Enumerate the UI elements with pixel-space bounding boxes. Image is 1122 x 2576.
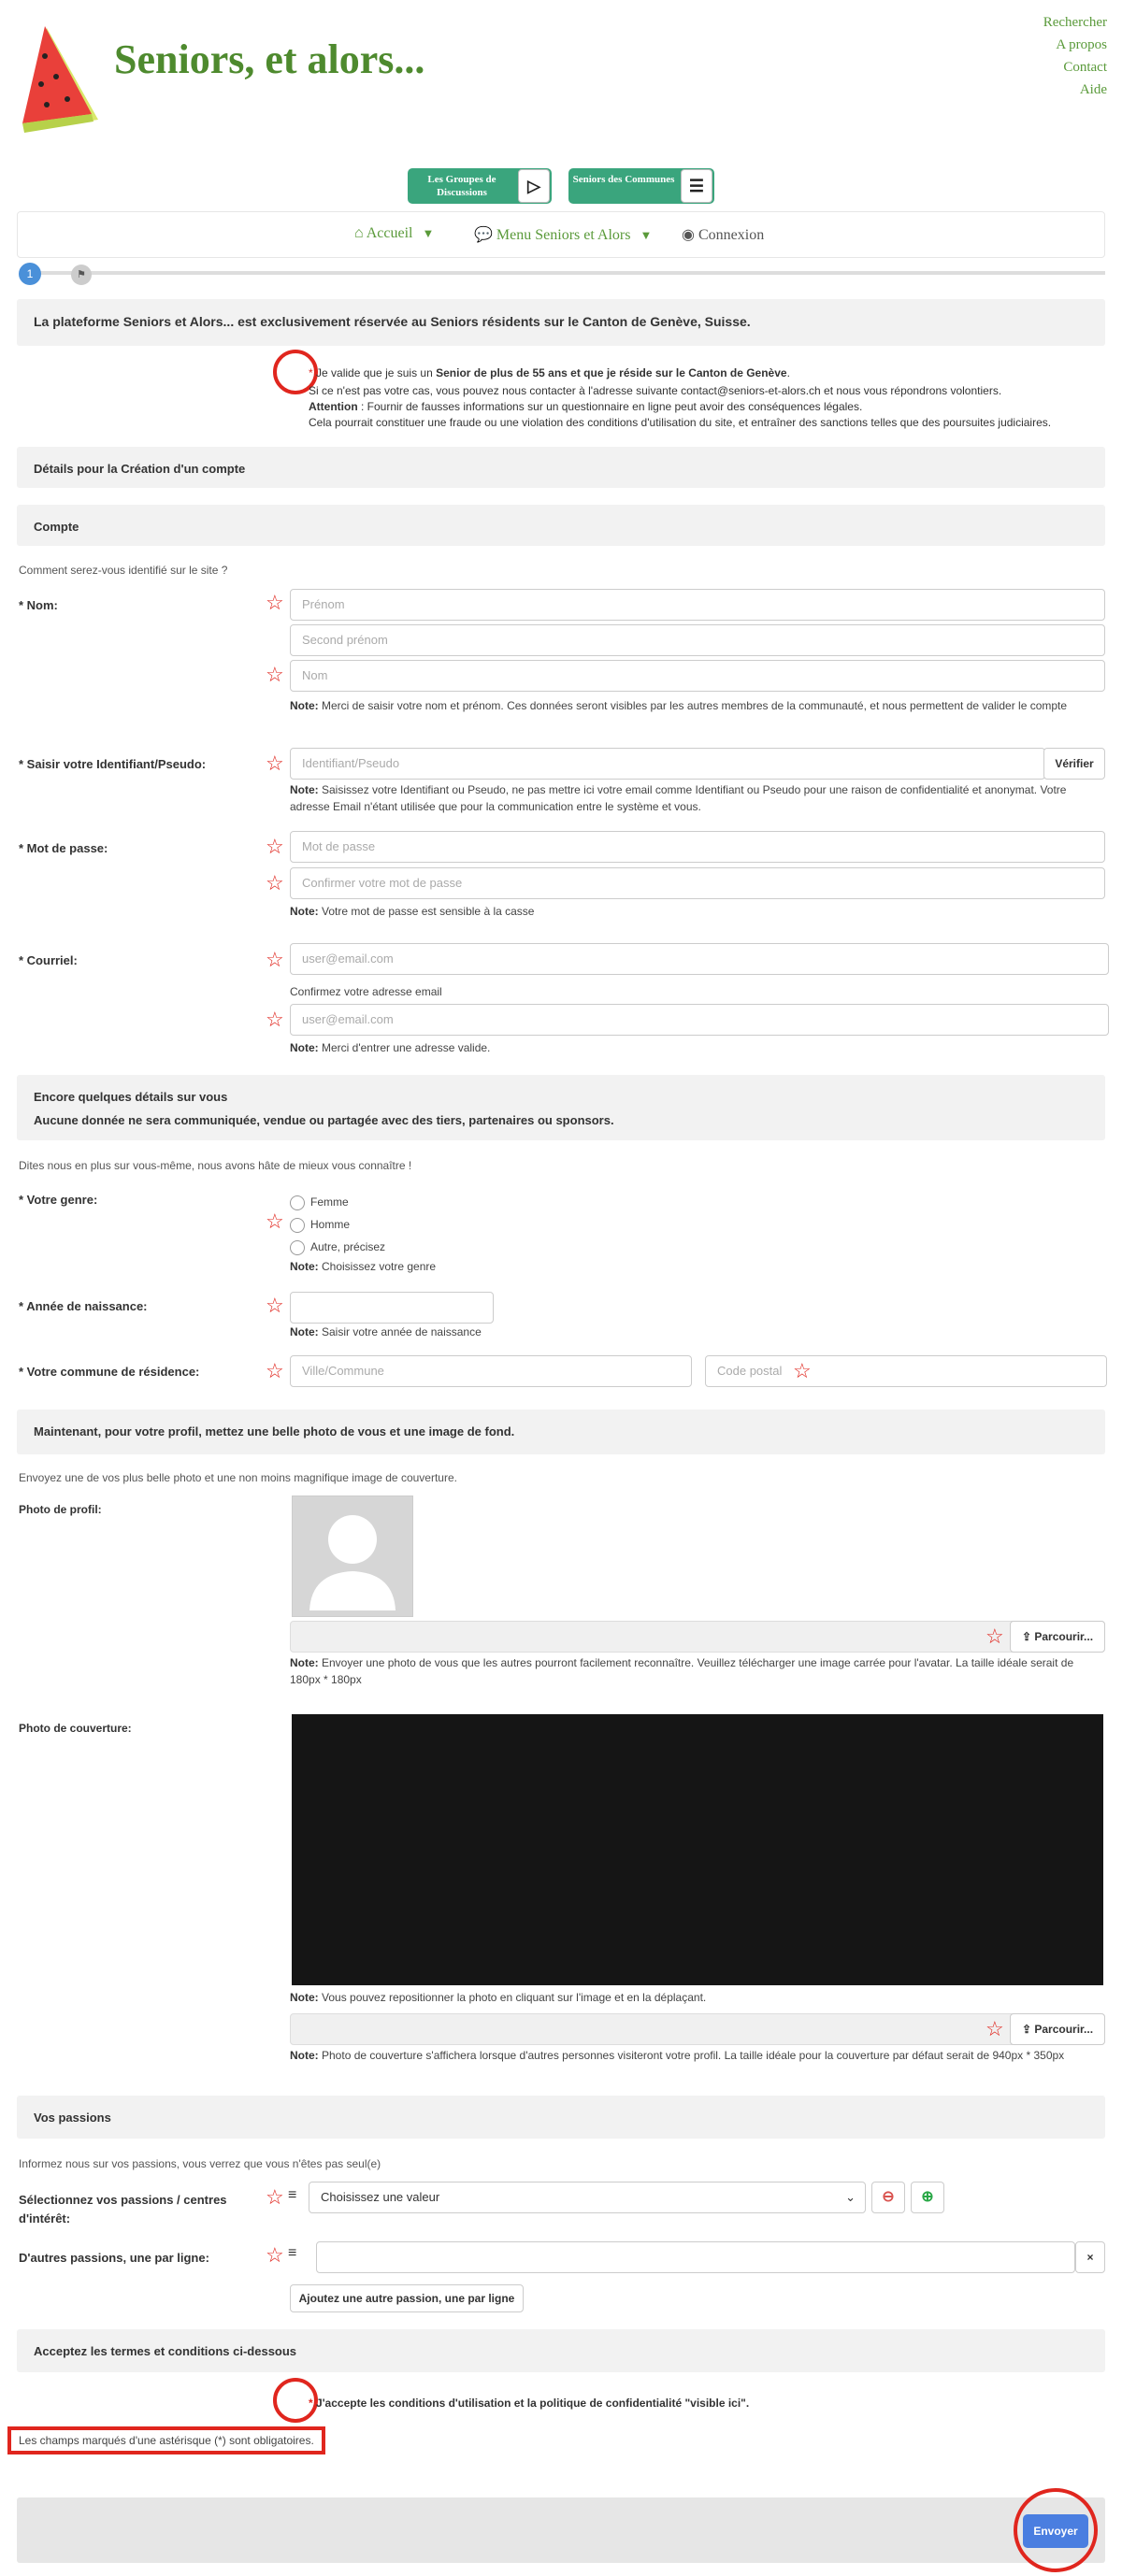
birth-year-input[interactable] bbox=[290, 1292, 494, 1324]
confirm-email-text: Confirmez votre adresse email bbox=[290, 985, 442, 998]
pseudo-input[interactable]: Identifiant/Pseudo bbox=[290, 748, 1045, 780]
nav-login[interactable] bbox=[682, 225, 764, 244]
account-details-header: Détails pour la Création d'un compte bbox=[17, 447, 1105, 488]
site-title[interactable]: Seniors, et alors... bbox=[114, 36, 425, 82]
link-search[interactable]: Rechercher bbox=[1043, 15, 1107, 30]
profile-file-bar[interactable] bbox=[290, 1621, 1105, 1653]
passions-select-label: Sélectionnez vos passions / centres d'intérêt: bbox=[19, 2193, 227, 2225]
top-links bbox=[1043, 11, 1107, 101]
form-footer bbox=[17, 2497, 1105, 2563]
step-1[interactable]: 1 bbox=[19, 263, 41, 285]
last-name-input[interactable]: Nom bbox=[290, 660, 1105, 692]
upload-icon: ⇪ bbox=[1021, 1630, 1031, 1643]
disclaimer-line-3: Attention : Fournir de fausses informations sur un questionnaire en ligne peut avoir des conséquences légales. bbox=[309, 400, 863, 413]
chevron-down-icon: ▼ bbox=[640, 228, 653, 242]
chat-icon: 💬 bbox=[474, 227, 493, 243]
pseudo-label: * Saisir votre Identifiant/Pseudo: bbox=[19, 757, 207, 771]
required-star-icon: ☆ bbox=[266, 835, 284, 858]
about-intro: Dites nous en plus sur vous-même, nous avons hâte de mieux vous connaître ! bbox=[19, 1159, 412, 1172]
confirm-password-input[interactable]: Confirmer votre mot de passe bbox=[290, 867, 1105, 899]
gender-note: Note: Choisissez votre genre bbox=[290, 1260, 437, 1273]
required-star-icon: ☆ bbox=[266, 2243, 284, 2267]
submit-button[interactable]: Envoyer bbox=[1023, 2514, 1088, 2548]
required-star-icon: ☆ bbox=[266, 663, 284, 686]
drag-handle-icon[interactable]: ≡ bbox=[288, 2187, 297, 2203]
other-passions-label: D'autres passions, une par ligne: bbox=[19, 2251, 209, 2265]
add-passion-button[interactable]: ⊕ bbox=[911, 2182, 944, 2213]
account-header: Compte bbox=[17, 505, 1105, 546]
play-icon: ▷ bbox=[518, 169, 550, 203]
passions-intro: Informez nous sur vos passions, vous verrez que vous n'êtes pas seul(e) bbox=[19, 2157, 381, 2170]
upload-icon: ⇪ bbox=[1021, 2023, 1031, 2036]
cover-photo-preview[interactable] bbox=[292, 1714, 1103, 1985]
zip-input[interactable]: Code postal bbox=[705, 1355, 1107, 1387]
required-star-icon: ☆ bbox=[266, 591, 284, 614]
required-star-icon: ☆ bbox=[266, 1359, 284, 1382]
more-details-header bbox=[17, 1075, 1105, 1140]
nav-login-label: Connexion bbox=[698, 227, 765, 243]
password-note: Note: Votre mot de passe est sensible à la casse bbox=[290, 905, 535, 918]
nav-home-label: Accueil bbox=[366, 225, 413, 241]
required-star-icon: ☆ bbox=[266, 2185, 284, 2209]
birth-year-label: * Année de naissance: bbox=[19, 1299, 148, 1313]
gender-other[interactable]: Autre, précisez bbox=[290, 1236, 385, 1258]
pseudo-note: Note: Saisissez votre Identifiant ou Pseudo, ne pas mettre ici votre email comme Identifiant ou Pseudo pour une raison de confidentialité et anonymat. Votre adresse Email n'étant utilisée que pour la communication entre le système et vous. bbox=[290, 783, 1067, 813]
passions-header: Vos passions bbox=[17, 2096, 1105, 2139]
cover-file-bar[interactable] bbox=[290, 2013, 1105, 2045]
required-star-icon: ☆ bbox=[266, 871, 284, 894]
main-navbar bbox=[17, 211, 1105, 258]
first-name-input[interactable]: Prénom bbox=[290, 589, 1105, 621]
nav-menu[interactable] bbox=[474, 225, 652, 244]
account-intro: Comment serez-vous identifié sur le site ? bbox=[19, 564, 228, 577]
required-star-icon: ☆ bbox=[985, 2017, 1004, 2040]
profile-photo-note: Note: Envoyer une photo de vous que les autres pourront facilement reconnaître. Veuillez télécharger une image carrée pour l'avatar. La taille idéale serait de 180px * 180px bbox=[290, 1656, 1074, 1686]
more-details-title: Encore quelques détails sur vous bbox=[34, 1090, 228, 1104]
email-label: * Courriel: bbox=[19, 953, 78, 967]
name-note: Note: Merci de saisir votre nom et prénom. Ces données seront visibles par les autres membres de la communauté, et nous permettent de valider le compte bbox=[290, 699, 1068, 712]
name-label: * Nom: bbox=[19, 598, 58, 612]
required-star-icon: ☆ bbox=[793, 1359, 812, 1382]
required-star-icon: ☆ bbox=[266, 1294, 284, 1317]
cover-photo-label: Photo de couverture: bbox=[19, 1722, 132, 1735]
terms-text[interactable]: * J'accepte les conditions d'utilisation et la politique de confidentialité "visible ici". bbox=[309, 2397, 750, 2410]
disclaimer-line-2: Si ce n'est pas votre cas, vous pouvez nous contacter à l'adresse suivante contact@seniors-et-alors.ch et nous vous répondrons volontiers. bbox=[309, 384, 1002, 397]
link-about[interactable]: A propos bbox=[1056, 37, 1107, 52]
required-fields-note: Les champs marqués d'une astérisque (*) sont obligatoires. bbox=[7, 2426, 325, 2454]
confirm-email-input[interactable]: user@email.com bbox=[290, 1004, 1109, 1036]
second-name-input[interactable]: Second prénom bbox=[290, 624, 1105, 656]
password-label: * Mot de passe: bbox=[19, 841, 108, 855]
nav-home[interactable] bbox=[354, 225, 434, 242]
drag-handle-icon[interactable]: ≡ bbox=[288, 2245, 297, 2261]
city-label: * Votre commune de résidence: bbox=[19, 1365, 200, 1379]
gender-male[interactable]: Homme bbox=[290, 1213, 385, 1236]
birth-year-note: Note: Saisir votre année de naissance bbox=[290, 1325, 482, 1338]
passions-select[interactable]: Choisissez une valeur ⌄ bbox=[309, 2182, 866, 2213]
gender-female[interactable]: Femme bbox=[290, 1191, 385, 1213]
discussion-groups-label: Les Groupes de Discussions bbox=[427, 174, 496, 198]
other-passions-input[interactable] bbox=[316, 2241, 1075, 2273]
discussion-groups-button[interactable] bbox=[408, 168, 552, 204]
gender-options bbox=[290, 1191, 385, 1258]
required-star-icon: ☆ bbox=[266, 948, 284, 971]
communes-label: Seniors des Communes bbox=[572, 174, 675, 185]
disclaimer-line-4: Cela pourrait constituer une fraude ou une violation des conditions d'utilisation du site, et entraîner des sanctions telles que des poursuites judiciaires. bbox=[309, 416, 1052, 429]
city-input[interactable]: Ville/Commune bbox=[290, 1355, 692, 1387]
site-logo[interactable] bbox=[9, 19, 103, 140]
password-input[interactable]: Mot de passe bbox=[290, 831, 1105, 863]
user-circle-icon: ◉ bbox=[682, 227, 695, 243]
nav-menu-label: Menu Seniors et Alors bbox=[496, 227, 631, 243]
verify-button[interactable]: Vérifier bbox=[1043, 748, 1105, 780]
disclaimer-line-1: * Je valide que je suis un Senior de plus de 55 ans et que je réside sur le Canton de Genève. bbox=[309, 366, 790, 379]
email-input[interactable]: user@email.com bbox=[290, 943, 1109, 975]
clear-passion-button[interactable]: × bbox=[1075, 2241, 1105, 2273]
required-star-icon: ☆ bbox=[266, 751, 284, 775]
required-star-icon: ☆ bbox=[266, 1209, 284, 1233]
email-note: Note: Merci d'entrer une adresse valide. bbox=[290, 1041, 491, 1054]
remove-passion-button[interactable]: ⊖ bbox=[871, 2182, 905, 2213]
avatar-placeholder[interactable] bbox=[292, 1496, 413, 1617]
disclaimer-header: La plateforme Seniors et Alors... est exclusivement réservée au Seniors résidents sur le Canton de Genève, Suisse. bbox=[17, 299, 1105, 346]
gender-label: * Votre genre: bbox=[19, 1193, 98, 1207]
cover-reposition-note: Note: Vous pouvez repositionner la photo en cliquant sur l'image et en la déplaçant. bbox=[290, 1991, 707, 2004]
link-contact[interactable]: Contact bbox=[1063, 60, 1107, 75]
cover-size-note: Note: Photo de couverture s'affichera lorsque d'autres personnes visiteront votre profil. La taille idéale pour la couverture par défaut serait de 940px * 350px bbox=[290, 2049, 1065, 2062]
photo-header: Maintenant, pour votre profil, mettez une belle photo de vous et une image de fond. bbox=[17, 1410, 1105, 1454]
cover-browse-button[interactable]: ⇪ Parcourir... bbox=[1010, 2013, 1105, 2045]
profile-browse-button[interactable]: ⇪ Parcourir... bbox=[1010, 1621, 1105, 1653]
link-help[interactable]: Aide bbox=[1079, 82, 1107, 97]
required-star-icon: ☆ bbox=[985, 1624, 1004, 1648]
chevron-down-icon: ▼ bbox=[422, 226, 435, 240]
step-progress-bar bbox=[24, 271, 1105, 275]
flag-icon[interactable]: ⚑ bbox=[71, 265, 92, 285]
list-icon: ☰ bbox=[681, 169, 712, 203]
profile-photo-label: Photo de profil: bbox=[19, 1503, 102, 1516]
required-star-icon: ☆ bbox=[266, 1008, 284, 1031]
add-another-passion-button[interactable]: Ajoutez une autre passion, une par ligne bbox=[290, 2284, 524, 2312]
privacy-notice: Aucune donnée ne sera communiquée, vendue ou partagée avec des tiers, partenaires ou sponsors. bbox=[34, 1113, 614, 1127]
terms-header: Acceptez les termes et conditions ci-dessous bbox=[17, 2329, 1105, 2372]
disclaimer-text bbox=[309, 363, 1113, 431]
communes-button[interactable] bbox=[568, 168, 714, 204]
home-icon: ⌂ bbox=[354, 225, 364, 241]
photo-intro: Envoyez une de vos plus belle photo et une non moins magnifique image de couverture. bbox=[19, 1471, 457, 1484]
